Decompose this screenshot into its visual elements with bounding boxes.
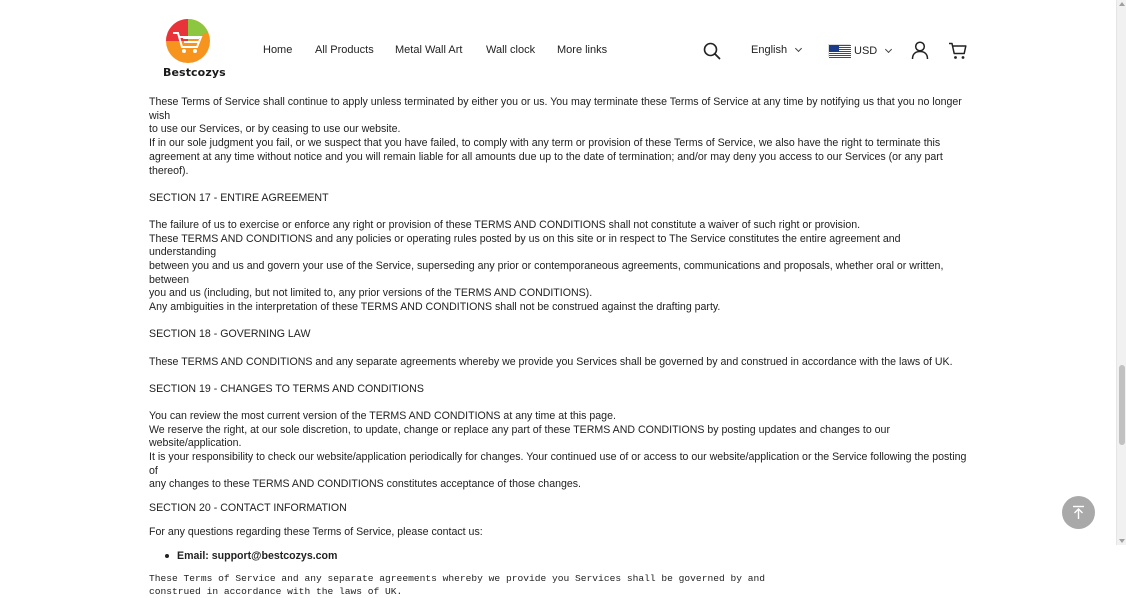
- section-19-line: You can review the most current version of the TERMS AND CONDITIONS at any time at this page.: [149, 409, 616, 422]
- section-19-line: We reserve the right, at our sole discretion, to update, change or replace any part of these TERMS AND CONDITIONS by posting updates and changes to our website/application.: [149, 423, 890, 450]
- nav-metal-wall-art[interactable]: Metal Wall Art: [395, 44, 463, 56]
- intro-line: If in our sole judgment you fail, or we suspect that you have failed, to comply with any term or provision of these Terms of Service, we also have the right to terminate this: [149, 137, 941, 150]
- email-item: [149, 550, 969, 564]
- mono-line: construed in accordance with the laws of UK.: [149, 586, 403, 598]
- email-text[interactable]: Email: support@bestcozys.com: [177, 549, 338, 562]
- back-to-top-button[interactable]: [1062, 496, 1095, 529]
- section-17-line: Any ambiguities in the interpretation of these TERMS AND CONDITIONS shall not be construed against the drafting party.: [149, 301, 721, 314]
- intro-line: to use our Services, or by ceasing to use our website.: [149, 123, 401, 136]
- section-17-line: you and us (including, but not limited to, any prior versions of the TERMS AND CONDITIONS).: [149, 287, 593, 300]
- section-19-line: It is your responsibility to check our website/application periodically for changes. Your continued use of or access to our website/application or the Service following the posting of: [149, 451, 967, 477]
- nav-all-products[interactable]: All Products: [315, 44, 374, 56]
- language-label: English: [751, 44, 788, 56]
- currency-label: USD: [854, 44, 878, 57]
- section-20-title: SECTION 20 - CONTACT INFORMATION: [149, 502, 347, 515]
- mono-line: These Terms of Service and any separate agreements whereby we provide you Services shall be governed by and: [149, 573, 766, 585]
- logo[interactable]: [157, 16, 227, 80]
- terms-content: [149, 96, 969, 598]
- us-flag-icon: [828, 44, 850, 57]
- bullet-icon: [165, 554, 169, 558]
- search-icon[interactable]: [703, 42, 721, 65]
- intro-line: These Terms of Service shall continue to apply unless terminated by either you or us. You may terminate these Terms of Service at any time by notifying us that you no longer wish: [149, 96, 962, 122]
- logo-text: Bestcozys: [163, 66, 226, 79]
- section-18-title: SECTION 18 - GOVERNING LAW: [149, 328, 311, 341]
- intro-line: agreement at any time without notice and you will remain liable for all amounts due up to the date of termination; and/or may deny you access to our Services (or any part thereof).: [149, 150, 943, 177]
- language-selector[interactable]: [751, 44, 801, 56]
- currency-selector[interactable]: [828, 44, 891, 57]
- scroll-up-icon[interactable]: [1119, 2, 1125, 6]
- cart-icon[interactable]: [948, 42, 967, 65]
- chevron-down-icon: [795, 45, 802, 52]
- logo-cart-icon: [163, 18, 213, 64]
- scroll-down-icon[interactable]: [1119, 539, 1125, 543]
- nav-home[interactable]: Home: [263, 44, 293, 56]
- chevron-down-icon: [885, 45, 892, 52]
- scrollbar-thumb[interactable]: [1119, 365, 1125, 445]
- nav-wall-clock[interactable]: Wall clock: [486, 44, 536, 56]
- section-17-line: These TERMS AND CONDITIONS and any policies or operating rules posted by us on this site or in respect to The Service constitutes the entire agreement and understanding: [149, 232, 901, 259]
- section-18-line: These TERMS AND CONDITIONS and any separate agreements whereby we provide you Services shall be governed by and construed in accordance with the laws of UK.: [149, 355, 953, 368]
- section-19-title: SECTION 19 - CHANGES TO TERMS AND CONDITIONS: [149, 382, 424, 395]
- user-icon[interactable]: [911, 41, 929, 65]
- nav-more-links[interactable]: More links: [557, 44, 608, 56]
- page-scrollbar[interactable]: [1116, 0, 1126, 545]
- section-17-title: SECTION 17 - ENTIRE AGREEMENT: [149, 191, 329, 204]
- section-17-line: between you and us and govern your use of the Service, superseding any prior or contemporaneous agreements, communications and proposals, whether oral or written, between: [149, 260, 944, 286]
- section-19-line: any changes to these TERMS AND CONDITIONS constitutes acceptance of those changes.: [149, 478, 582, 491]
- arrow-up-icon: [1071, 505, 1086, 520]
- contact-intro: For any questions regarding these Terms of Service, please contact us:: [149, 525, 483, 538]
- site-header: [0, 0, 1116, 96]
- section-17-line: The failure of us to exercise or enforce any right or provision of these TERMS AND CONDITIONS shall not constitute a waiver of such right or provision.: [149, 218, 861, 231]
